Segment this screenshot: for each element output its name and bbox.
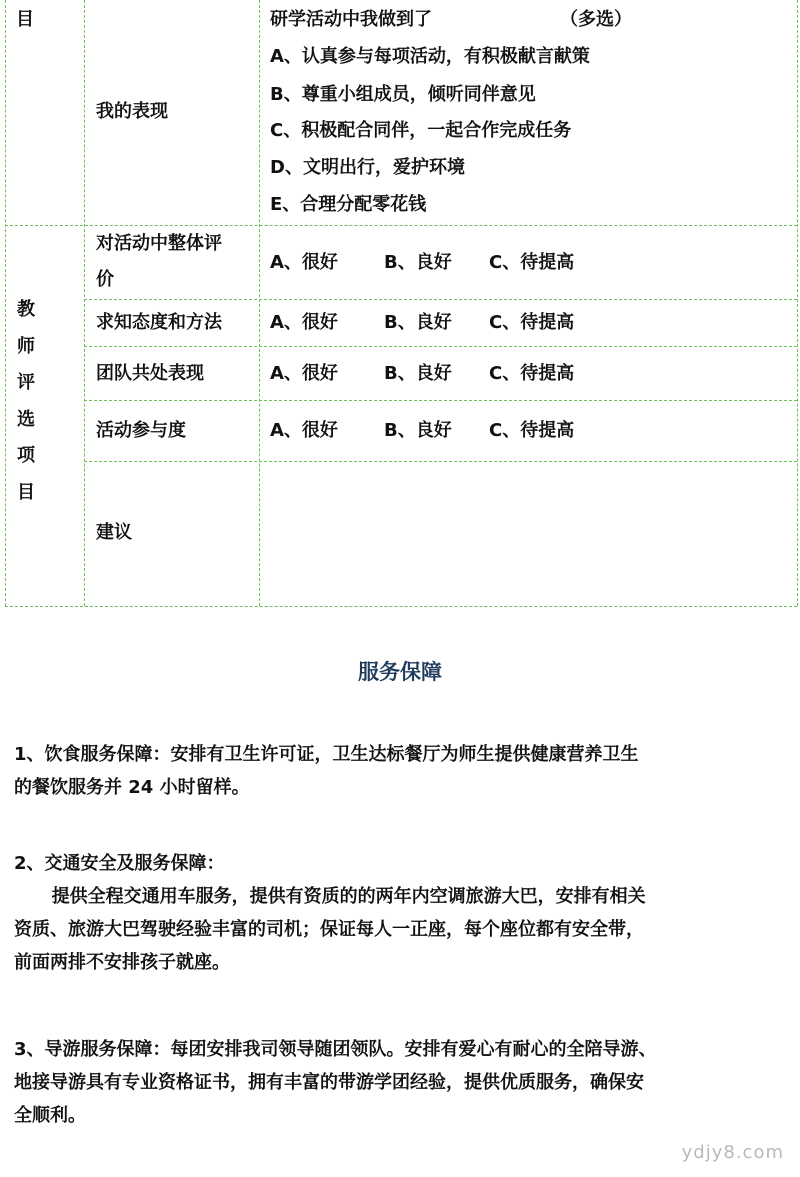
teacher-label-char: 目 [17, 481, 35, 503]
rating-row-3-options [270, 362, 574, 386]
performance-option-a: A、认真参与每项活动，有积极献言献策 [270, 46, 590, 67]
performance-option-d: D、文明出行，爱护环境 [270, 157, 465, 178]
rating-row-3-label: 团队共处表现 [96, 363, 204, 384]
suggestion-label: 建议 [96, 522, 132, 543]
teacher-label-char: 评 [17, 372, 35, 393]
service-heading: 服务保障 [358, 660, 442, 684]
watermark-text: ydjy8.com [681, 1142, 784, 1163]
para-line: 1、饮食服务保障：安排有卫生许可证，卫生达标餐厅为师生提供健康营养卫生 [14, 744, 639, 765]
rating-row-2-label: 求知态度和方法 [96, 312, 222, 333]
option-needs-improvement: C、待提高 [489, 252, 575, 273]
multi-select-note: （多选） [560, 9, 632, 30]
para-line: 的餐饮服务并 24 小时留样。 [14, 777, 250, 798]
row-divider-1 [84, 299, 797, 300]
row-divider-4 [84, 461, 797, 462]
para-line: 提供全程交通用车服务，提供有资质的的两年内空调旅游大巴，安排有相关 [14, 886, 646, 907]
rating-row-4-options [270, 419, 574, 443]
rating-row-1-options [270, 251, 574, 275]
table-bottom-border [5, 606, 797, 607]
service-para-food [14, 738, 639, 804]
para-line: 资质、旅游大巴驾驶经验丰富的司机；保证每人一正座，每个座位都有安全带， [14, 919, 644, 940]
option-very-good: A、很好 [270, 420, 338, 441]
row-divider-2 [84, 346, 797, 347]
option-good: B、良好 [384, 420, 452, 441]
option-very-good: A、很好 [270, 252, 338, 273]
para-line: 全顺利。 [14, 1105, 86, 1126]
teacher-label-char: 教 [17, 299, 35, 320]
rating-row-4-label: 活动参与度 [96, 420, 186, 441]
rating-row-1-label: 对活动中整体评 [96, 233, 222, 254]
para-line: 3、导游服务保障：每团安排我司领导随团领队。安排有爱心有耐心的全陪导游、 [14, 1039, 657, 1060]
suggestion-cell[interactable] [262, 464, 795, 604]
teacher-section-label [16, 292, 36, 511]
option-needs-improvement: C、待提高 [489, 363, 575, 384]
teacher-label-char: 项 [17, 445, 35, 466]
performance-question: 研学活动中我做到了 [270, 9, 432, 30]
teacher-label-char: 师 [17, 335, 35, 357]
first-col-top-text: 目 [16, 9, 34, 30]
service-para-guide [14, 1033, 657, 1132]
performance-option-e: E、合理分配零花钱 [270, 194, 427, 215]
teacher-label-char: 选 [17, 408, 35, 430]
table-col1-border [84, 0, 85, 606]
performance-label: 我的表现 [96, 101, 168, 122]
table-right-border [797, 0, 798, 606]
rating-row-1-label-cont: 价 [96, 269, 114, 290]
performance-option-c: C、积极配合同伴，一起合作完成任务 [270, 120, 572, 141]
option-needs-improvement: C、待提高 [489, 312, 575, 333]
row-divider-performance [5, 225, 797, 226]
para-line: 前面两排不安排孩子就座。 [14, 952, 230, 973]
service-para-transport [14, 847, 646, 979]
option-good: B、良好 [384, 363, 452, 384]
option-good: B、良好 [384, 252, 452, 273]
option-very-good: A、很好 [270, 363, 338, 384]
row-divider-3 [84, 400, 797, 401]
option-good: B、良好 [384, 312, 452, 333]
table-col2-border [259, 0, 260, 606]
performance-option-b: B、尊重小组成员，倾听同伴意见 [270, 84, 536, 105]
option-very-good: A、很好 [270, 312, 338, 333]
para-line: 地接导游具有专业资格证书，拥有丰富的带游学团经验，提供优质服务，确保安 [14, 1072, 644, 1093]
rating-row-2-options [270, 311, 574, 335]
table-left-border [5, 0, 6, 606]
option-needs-improvement: C、待提高 [489, 420, 575, 441]
para-line: 2、交通安全及服务保障： [14, 853, 225, 874]
